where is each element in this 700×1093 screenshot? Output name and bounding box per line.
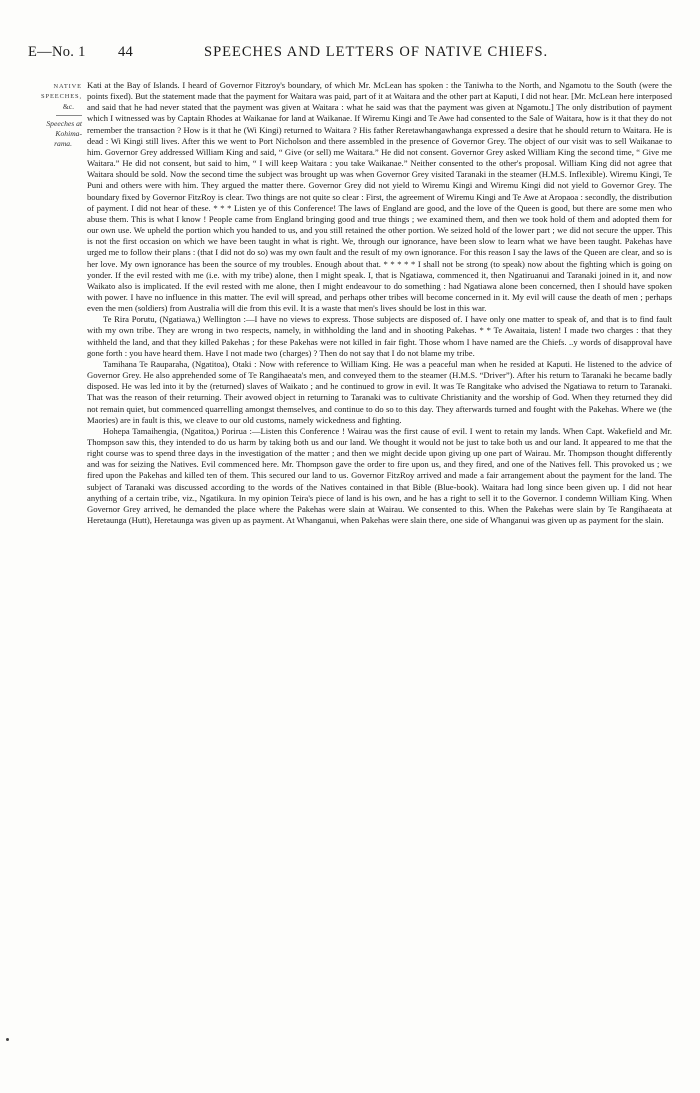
page-number: 44 (118, 44, 134, 60)
margin-subsection-label: Speeches at Kohima- (46, 119, 82, 138)
margin-notes (28, 82, 82, 149)
margin-etc-label: &c. (62, 102, 74, 111)
body-text (87, 80, 672, 526)
margin-subsection-label-cont: rama. (54, 139, 72, 148)
running-header (28, 44, 676, 68)
paragraph: Kati at the Bay of Islands. I heard of Governor Fitzroy's boundary, of which Mr. McLean has spoken : the Taniwha to the North, and Ngamotu to the South (were the points fixed). But the statement made that the payment for Waitara was paid, part of it at Waitara and the other part at Kaputi, I did not hear. [Mr. McLean here interposed and said that he had never stated that the payment was given at Waitara : what he said was that the payment was given at Ngamotu.] The only distribution of payment which I witnessed was by Captain Rhodes at Waikanae for land at Waikanae. If Wiremu Kingi and Te Awe had consented to the Sale of Waitara, how is it that they do not remember the transaction ? How is it that he (Wi Kingi) returned to Waitara ? His father Reretawhangawhanga expressed a desire that he should return to Waitara. He is dead : Wi Kingi still lives. After this we went to Port Nicholson and there assembled in the presence of Governor Grey. The object of our visit was to sell Waikanae to him. Governor Grey addressed William King and said, “ Give (or sell) me Waitara.” He did not consent. Governor Grey asked William King the second time, “ Give me Waitara.” He did not consent, but said to him, “ I will keep Waitara : you take Waikanae.” Neither consented to the other's proposal. William King did not agree that Waitara should be sold. Now the second time the subject was brought up was when Governor Grey visited Taranaki in the steamer (H.M.S. Inflexible). Wiremu Kingi, Te Puni and others were with him. They argued the matter there. Governor Grey did not yield to Wiremu Kingi and Wiremu Kingi did not yield to Governor Grey. The boundary fixed by Governor FitzRoy is clear. Two things are not quite so clear : First, the agreement of Wiremu Kingi and Te Awe at Aropaoa : secondly, the distribution of payment. I did not hear of these. * * * Listen ye of this Conference! The laws of England are good, and the love of the Queen is good, but there are some men who abuse them. This is what I know ! People came from England bringing good and true things ; we examined them, and then we took hold of them and adopted them for our own use. We upheld the portion which you handed to us, and you still retained the other portion. We seized hold of the lower part ; we did not secure the upper. This is not the first occasion on which we have been taught in what is right. We, through our ignorance, have been slow to learn what we have been taught. Pakehas have urged me to follow their plans : (that I did not do so) was my own fault and the result of my own ignorance. For this reason I say the laws of the Queen are clear, and so is her love. My own ignorance has been the source of my troubles. Enough about that. * * * * * I shall not be strong (to speak) now about the fighting which is going on yonder. If the evil rested with me (i.e. with my tribe) alone, then I might speak. I, that is Ngatiawa, commenced it, then Ngatiruanui and Taranaki joined in it, and now Waikato also is implicated. If the evil rested with me alone, then I might endeavour to do something : had Ngatiawa alone been concerned, then I should have spoken with power. I have no influence in this matter. The evil will spread, and perhaps other tribes will become concerned in it. My evil will cause the death of men ; perhaps even the men (soldiers) from Australia will die from this evil. It is a waste that men's lives should be lost in this war. (87, 80, 672, 314)
margin-divider (56, 115, 82, 116)
margin-section-label: NATIVE SPEECHES, (41, 83, 82, 100)
page-title: SPEECHES AND LETTERS OF NATIVE CHIEFS. (204, 44, 549, 60)
ink-speck (6, 1038, 9, 1041)
paragraph: Tamihana Te Rauparaha, (Ngatitoa), Otaki : Now with reference to William King. He was a peaceful man when he resided at Kaputi. He listened to the advice of Governor Grey. He also apprehended some of Te Rangihaeata's men, and conveyed them to the steamer (H.M.S. “Driver”). After his return to Taranaki he became badly disposed. He was led into it by the (returned) slaves of Waikato ; and he continued to grow in evil. It was Te Rangitake who advised the Ngatiawa to return to Taranaki. That was the reason of their returning. Their avowed object in returning to Taranaki was to cultivate Christianity and the worship of God. When they returned they did not remain quiet, but commenced quarrelling amongst themselves, and continue to do so to this day. They afterwards turned and fought with the Pakehas. Where we (the Maories) are in fault is this, we cleave to our old customs, namely wickedness and fighting. (87, 358, 672, 425)
document-code: E—No. 1 (28, 44, 86, 60)
paragraph: Hohepa Tamaihengia, (Ngatitoa,) Porirua :—Listen this Conference ! Wairau was the first cause of evil. I went to retain my lands. When Capt. Wakefield and Mr. Thompson saw this, they intended to do us harm by taking both us and our land. We thought it would not be just to take both us and our land. It appeared to me that the right course was to spend three days in the investigation of the matter ; and then we might decide upon giving up one part of Wairau. Mr. Thompson thought differently and was for seizing the Natives. Evil commenced here. Mr. Thompson gave the order to fire upon us, and they fired, and one of the Natives fell. This provoked us ; we fired upon the Pakehas and killed ten of them. This secured our land to us. Governor FitzRoy arrived and made a fair arrangement about the payment for the land. The subject of Taranaki was discussed according to the words of the Natives contained in that Bible (Blue-book). Waitara had long since been given up. I did not hear anything of a certain tribe, viz., Ngatikura. In my opinion Teira's piece of land is his own, and he has a right to sell it to the Governor. I condemn William King. When Governor Grey arrived, he demanded the place where the Pakehas were slain at Wairau. We consented to this. When the Pakehas were slain by Te Rangihaeata at Heretaunga (Hutt), Heretaunga was given up as payment. At Whanganui, when Pakehas were slain there, one side of Whanganui was given up as payment for the slain. (87, 425, 672, 526)
paragraph: Te Rira Porutu, (Ngatiawa,) Wellington :—I have no views to express. Those subjects are disposed of. I have only one matter to speak of, and that is to find fault with my own tribe. They are wrong in two respects, namely, in withholding the land and in shooting Pakehas. * * Te Awaitaia, listen! I made two charges : that they withheld the land, and that they killed Pakehas ; for these Pakehas were not killed in fair fight. Those whom I have named are the Chiefs. ..y words of disapproval have gone forth : you have heard them. Have I not made two (charges) ? Then do not say that I do not blame my tribe. (87, 314, 672, 358)
